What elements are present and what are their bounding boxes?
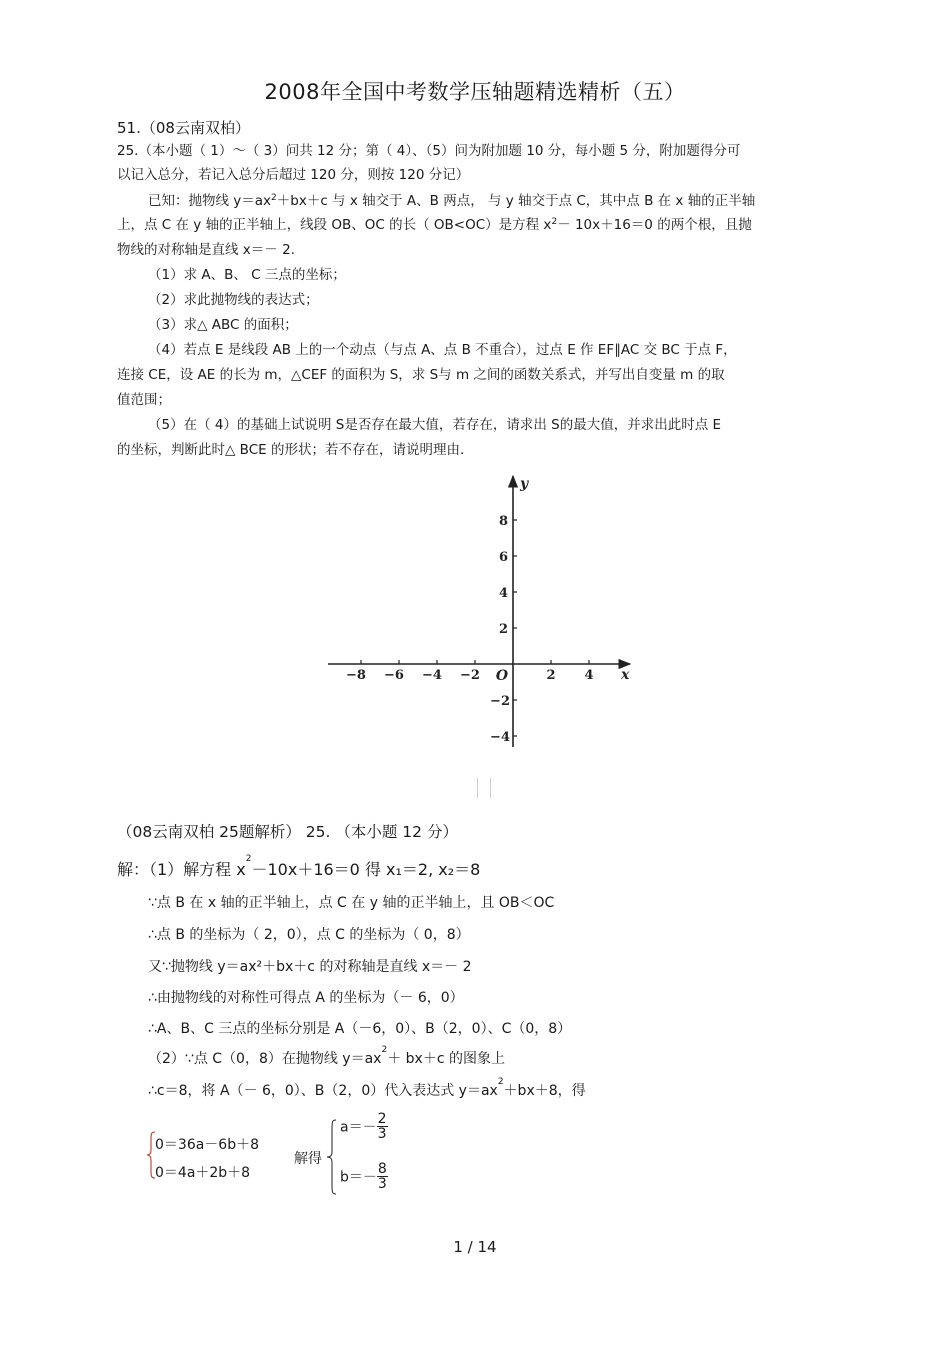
result-a: a＝－ $\frac{2}{3}$ [340, 1111, 387, 1142]
separator-mark [490, 778, 491, 798]
separator-mark [477, 778, 478, 798]
y-tick-label: −4 [490, 730, 510, 745]
given-line-3: 物线的对称轴是直线 x＝－ 2. [117, 242, 295, 258]
equation-2: 0＝4a＋2b＋8 [155, 1165, 251, 1181]
solution-line-4: 又∵抛物线 y＝ax²＋bx＋c 的对称轴是直线 x＝－ 2 [148, 959, 472, 975]
y-tick-label: 4 [498, 586, 508, 601]
result-brace [326, 1118, 338, 1196]
question-5-line-1: （5）在（ 4）的基础上试说明 S是否存在最大值，若存在，请求出 S的最大值，并求出此时点 E [148, 417, 722, 433]
problem-intro-line-2: 以记入总分，若记入总分后超过 120 分，则按 120 分记） [117, 167, 470, 183]
x-tick-label: −2 [460, 668, 480, 683]
solution-line-2: ∵点 B 在 x 轴的正半轴上，点 C 在 y 轴的正半轴上，且 OB＜OC [148, 895, 555, 911]
y-tick-label: 2 [498, 622, 508, 637]
y-tick-label: 8 [498, 514, 508, 529]
problem-heading: 51.（08云南双柏） [117, 119, 250, 137]
page-title: 2008年全国中考数学压轴题精选精析（五） [264, 80, 686, 104]
question-4-line-2: 连接 CE，设 AE 的长为 m，△CEF 的面积为 S，求 S与 m 之间的函数关系式，并写出自变量 m 的取 [117, 367, 725, 383]
solution-line-7: （2）∵点 C（0，8）在抛物线 $y=ax^2+ bx+c$ 的图象上 [148, 1045, 505, 1067]
y-tick-label: 6 [498, 550, 508, 565]
x-tick-label: −6 [384, 668, 404, 683]
given-line-2: 上，点 C 在 y 轴的正半轴上，线段 OB、OC 的长（ OB<OC）是方程 $x^2- 10x+16=0$ 的两个根，且抛 [117, 217, 752, 233]
solve-label: 解得 [294, 1151, 322, 1167]
problem-intro-line-1: 25.（本小题（ 1）～（ 3）问共 12 分；第（ 4）、（5）问为附加题 10 分，每小题 5 分，附加题得分可 [117, 143, 741, 159]
y-axis-name: y [520, 476, 529, 492]
question-2: （2）求此抛物线的表达式； [148, 292, 319, 308]
page-number: 1 / 14 [453, 1238, 497, 1256]
question-4-line-1: （4）若点 E 是线段 AB 上的一个动点（与点 A、点 B 不重合），过点 E 作 EF∥AC 交 BC 于点 F， [148, 342, 737, 358]
x-axis-name: x [621, 667, 630, 683]
question-5-line-2: 的坐标，判断此时△ BCE 的形状；若不存在，请说明理由. [117, 442, 465, 458]
solution-line-6: ∴A、B、C 三点的坐标分别是 A（－6，0）、B（2，0）、C（0，8） [148, 1021, 572, 1037]
x-tick-label: 2 [546, 668, 556, 683]
result-b: b＝－ $\frac{8}{3}$ [340, 1161, 387, 1192]
solution-line-8: ∴c＝8，将 A（－ 6，0）、B（2，0）代入表达式 $y=ax^2+bx+8$，得 [148, 1077, 586, 1099]
y-tick-label: −2 [490, 694, 510, 709]
x-tick-label: −4 [422, 668, 442, 683]
equation-1: 0＝36a－6b＋8 [155, 1137, 260, 1153]
solution-line-3: ∴点 B 的坐标为（ 2，0），点 C 的坐标为（ 0，8） [148, 927, 470, 943]
coordinate-graph [325, 472, 640, 757]
question-3: （3）求△ ABC 的面积； [148, 317, 298, 333]
origin-label: O [495, 668, 509, 684]
given-line-1: 已知：抛物线 $y=ax^2+bx+c$ 与 x 轴交于 A、B 两点， 与 y 轴交于点 C，其中点 B 在 x 轴的正半轴 [148, 193, 756, 209]
question-1: （1）求 A、B、 C 三点的坐标； [148, 267, 346, 283]
solution-line-1: 解：（1）解方程 $x^2-10x+16=0$ 得 x₁＝2, x₂＝8 [117, 854, 481, 879]
solution-line-5: ∴由抛物线的对称性可得点 A 的坐标为（－ 6，0） [148, 990, 464, 1006]
x-tick-label: 4 [584, 668, 594, 683]
x-tick-label: −8 [346, 668, 366, 683]
solution-heading: （08云南双柏 25题解析） 25. （本小题 12 分） [117, 823, 458, 841]
question-4-line-3: 值范围； [117, 392, 171, 408]
